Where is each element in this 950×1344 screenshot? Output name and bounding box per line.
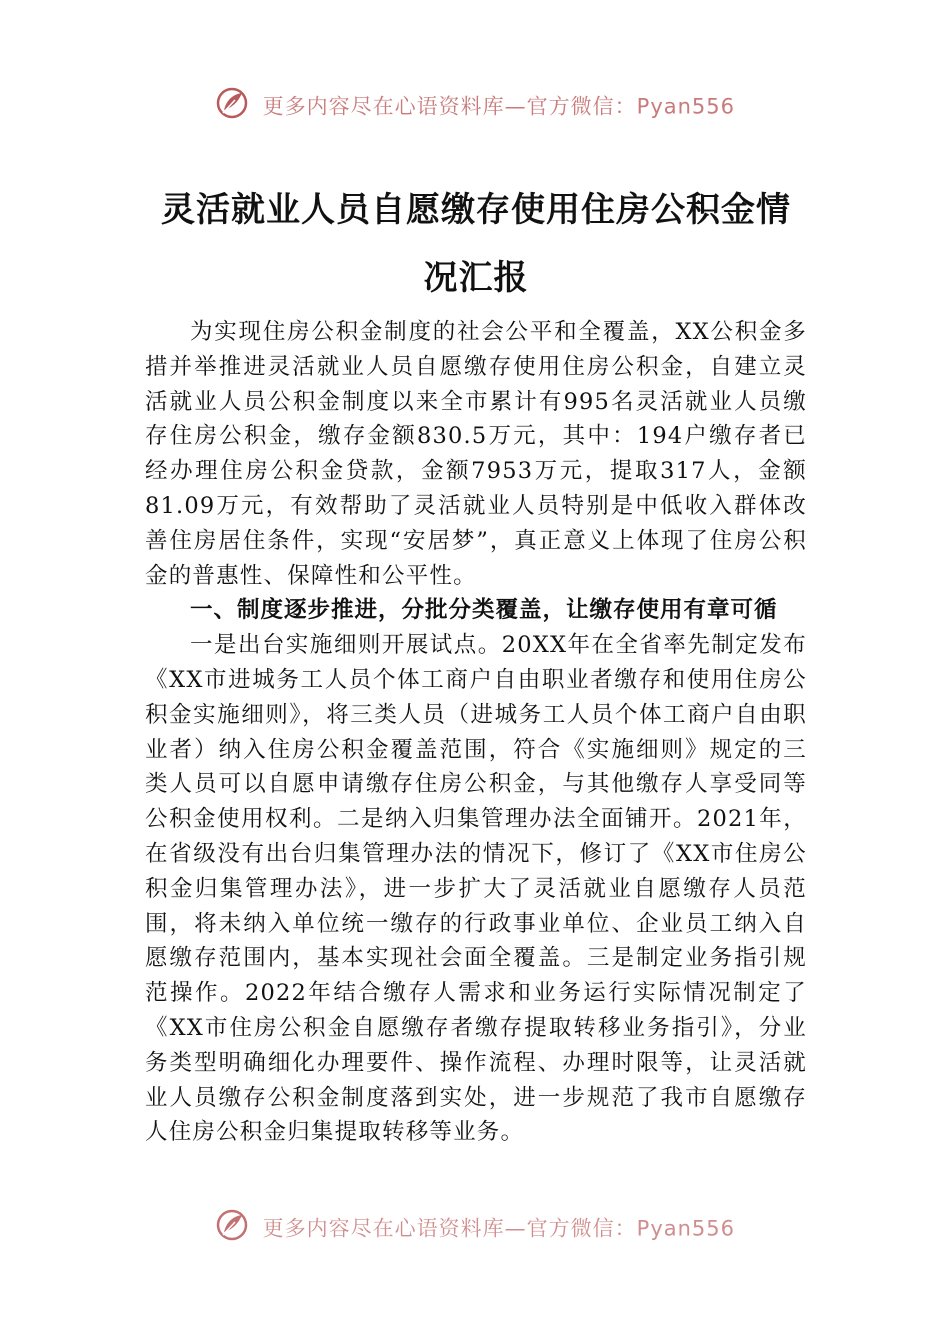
leaf-logo-icon (215, 1208, 249, 1247)
watermark-text: 更多内容尽在心语资料库—官方微信：Pyan556 (262, 1216, 736, 1241)
document-body (145, 315, 807, 1150)
watermark-text: 更多内容尽在心语资料库—官方微信：Pyan556 (262, 94, 736, 119)
document-title-line-2: 况汇报 (423, 258, 529, 298)
intro-paragraph: 为实现住房公积金制度的社会公平和全覆盖，XX公积金多措并举推进灵活就业人员自愿缴存使用住房公积金，自建立灵活就业人员公积金制度以来全市累计有995名灵活就业人员缴存住房公积金，缴存金额830.5万元，其中：194户缴存者已经办理住房公积金贷款，金额7953万元，提取317人，金额81.09万元，有效帮助了灵活就业人员特别是中低收入群体改善住房居住条件，实现“安居梦”，真正意义上体现了住房公积金的普惠性、保障性和公平性。 (145, 319, 807, 589)
section-1-heading: 一、制度逐步推进，分批分类覆盖，让缴存使用有章可循 (190, 597, 778, 624)
watermark-footer (0, 1208, 950, 1247)
document-title-line-1: 灵活就业人员自愿缴存使用住房公积金情 (161, 190, 791, 230)
watermark-header (0, 86, 950, 125)
section-1-paragraph: 一是出台实施细则开展试点。20XX年在全省率先制定发布《XX市进城务工人员个体工商户自由职业者缴存和使用住房公积金实施细则》，将三类人员（进城务工人员个体工商户自由职业者）纳入住房公积金覆盖范围，符合《实施细则》规定的三类人员可以自愿申请缴存住房公积金，与其他缴存人享受同等公积金使用权利。二是纳入归集管理办法全面铺开。2021年，在省级没有出台归集管理办法的情况下，修订了《XX市住房公积金归集管理办法》，进一步扩大了灵活就业自愿缴存人员范围，将未纳入单位统一缴存的行政事业单位、企业员工纳入自愿缴存范围内，基本实现社会面全覆盖。三是制定业务指引规范操作。2022年结合缴存人需求和业务运行实际情况制定了《XX市住房公积金自愿缴存者缴存提取转移业务指引》，分业务类型明确细化办理要件、操作流程、办理时限等，让灵活就业人员缴存公积金制度落到实处，进一步规范了我市自愿缴存人住房公积金归集提取转移等业务。 (145, 632, 807, 1146)
leaf-logo-icon (215, 86, 249, 125)
